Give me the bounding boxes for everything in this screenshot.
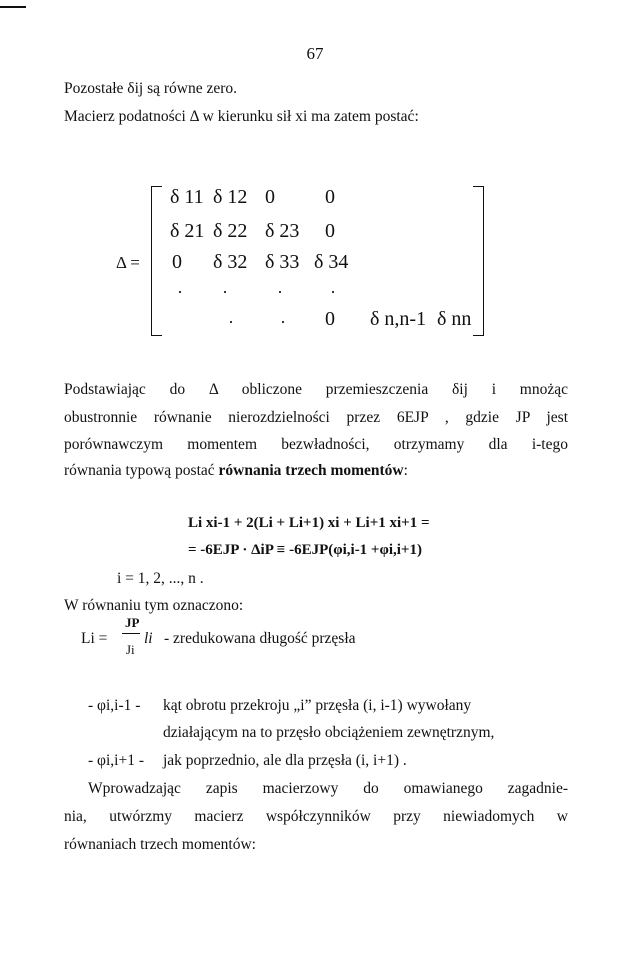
li-description: - zredukowana długość przęsła [164,630,356,647]
intro-line-2: Macierz podatności Δ w kierunku sił xi ma zatem postać: [64,108,419,125]
equation-line-2: = -6EJP · ΔiP ≡ -6EJP(φi,i-1 +φi,i+1) [188,542,422,558]
matrix-cell-3-1: 0 [172,251,182,273]
matrix-dot: · [228,312,234,332]
matrix-cell-2-3: δ 23 [265,220,300,242]
matrix-cell-5-5: δ nn [437,308,472,330]
closing-line-1: Wprowadzając zapis macierzowy do omawianego zagadnie- [88,780,568,797]
li-denominator: Ji [126,642,135,657]
li-factor: li [144,630,153,647]
paragraph1-line-4 [64,462,408,480]
matrix-label: Δ = [116,253,140,272]
definitions-intro: W równaniu tym oznaczono: [64,597,244,614]
li-numerator: JP [125,615,140,630]
matrix-cell-1-4: 0 [325,186,335,208]
li-fraction-bar [122,633,140,634]
phi1-symbol: - φi,i-1 - [88,697,141,714]
paragraph1-line-4-end: : [403,462,408,479]
matrix-dot: · [277,282,283,302]
matrix-cell-5-3: 0 [325,308,335,330]
matrix-dot: · [222,282,228,302]
intro-line-1: Pozostałe δij są równe zero. [64,80,238,97]
matrix-cell-3-2: δ 32 [213,251,248,273]
matrix-cell-3-3: δ 33 [265,251,300,273]
matrix-cell-5-4: δ n,n-1 [370,308,427,330]
phi1-line-1: kąt obrotu przekroju „i” przęsła (i, i-1) wywołany [163,697,472,714]
matrix-dot: · [330,282,336,302]
phi1-line-2: działającym na to przęsło obciążeniem zewnętrznym, [163,724,495,741]
closing-line-3: równaniach trzech momentów: [64,836,256,853]
equation-range: i = 1, 2, ..., n . [117,570,204,587]
paragraph1-line-3: porównawczym momentem bezwładności, otrzymamy dla i-tego [64,436,568,453]
equation-line-1: Li xi-1 + 2(Li + Li+1) xi + Li+1 xi+1 = [188,515,430,531]
matrix-right-bracket [473,186,484,336]
matrix-dot: · [177,282,183,302]
page-number: 67 [306,44,324,63]
paragraph1-emphasis: równania trzech momentów [218,462,404,479]
paragraph1-line-2: obustronnie równanie nierozdzielności przez 6EJP , gdzie JP jest [64,409,568,426]
paragraph1-line-1: Podstawiając do Δ obliczone przemieszczenia δij i mnożąc [64,381,568,398]
matrix-cell-2-4: 0 [325,220,335,242]
corner-mark [0,6,26,8]
closing-line-2: nia, utwórzmy macierz współczynników przy niewiadomych w [64,808,568,825]
matrix-cell-1-3: 0 [265,186,275,208]
paragraph1-line-4-text: równania typową postać [64,462,219,479]
matrix-cell-3-4: δ 34 [314,251,349,273]
matrix-cell-1-1: δ 11 [170,186,204,208]
matrix-left-bracket [151,186,162,336]
phi2-text: jak poprzednio, ale dla przęsła (i, i+1) . [163,752,407,769]
phi2-symbol: - φi,i+1 - [88,752,144,769]
matrix-dot: · [280,312,286,332]
matrix-cell-2-2: δ 22 [213,220,248,242]
li-lhs: Li = [81,630,108,647]
matrix-cell-2-1: δ 21 [170,220,205,242]
matrix-cell-1-2: δ 12 [213,186,248,208]
